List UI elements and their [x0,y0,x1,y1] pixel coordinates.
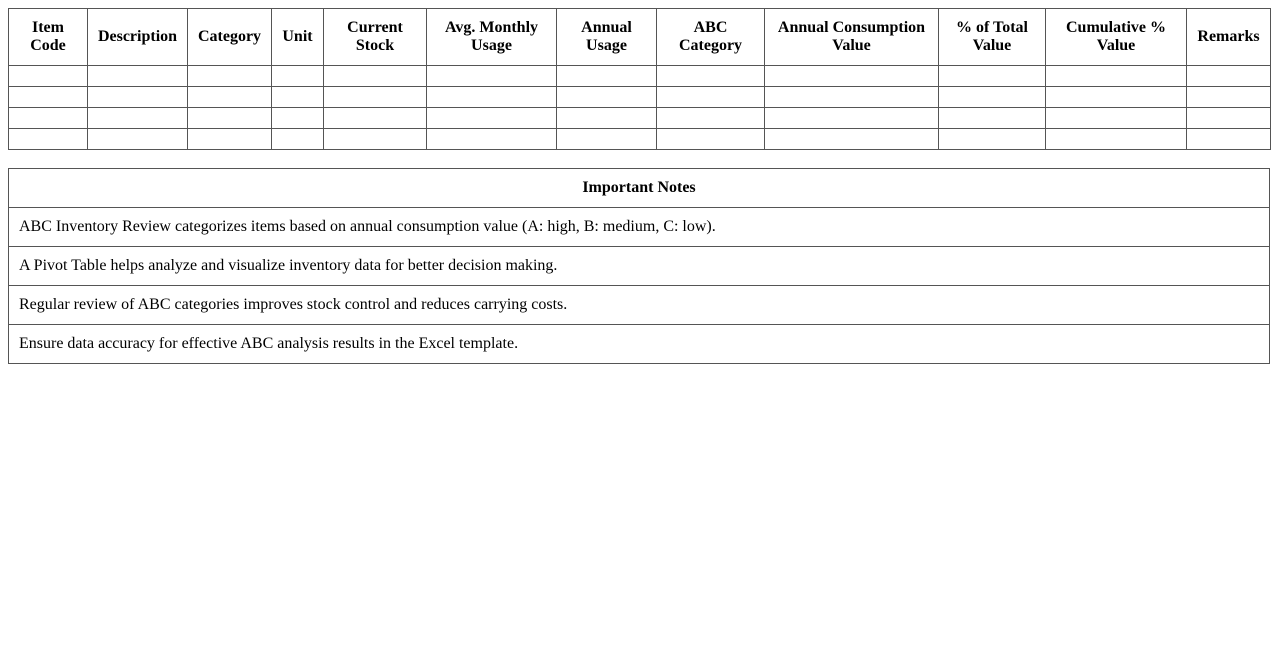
table-cell[interactable] [88,87,188,108]
note-row [9,325,1270,364]
header-description: Description [88,9,188,66]
table-cell[interactable] [272,66,324,87]
table-header-row [9,9,1271,66]
table-cell[interactable] [324,129,427,150]
header-unit: Unit [272,9,324,66]
table-cell[interactable] [188,108,272,129]
table-cell[interactable] [557,87,657,108]
table-cell[interactable] [657,87,765,108]
table-cell[interactable] [9,129,88,150]
note-text: Regular review of ABC categories improves stock control and reduces carrying costs. [9,286,1270,325]
table-cell[interactable] [272,87,324,108]
table-cell[interactable] [765,87,939,108]
table-cell[interactable] [9,66,88,87]
table-row [9,108,1271,129]
table-cell[interactable] [939,66,1046,87]
note-row [9,286,1270,325]
table-cell[interactable] [188,87,272,108]
note-row [9,208,1270,247]
table-cell[interactable] [427,66,557,87]
header-percent-total-value: % of Total Value [939,9,1046,66]
header-abc-category: ABC Category [657,9,765,66]
table-cell[interactable] [765,108,939,129]
table-cell[interactable] [1187,87,1271,108]
table-cell[interactable] [324,66,427,87]
header-category: Category [188,9,272,66]
table-cell[interactable] [427,129,557,150]
notes-header-row [9,169,1270,208]
table-cell[interactable] [1187,66,1271,87]
table-cell[interactable] [1046,87,1187,108]
table-cell[interactable] [324,87,427,108]
header-avg-monthly-usage: Avg. Monthly Usage [427,9,557,66]
note-text: Ensure data accuracy for effective ABC analysis results in the Excel template. [9,325,1270,364]
table-row [9,66,1271,87]
table-cell[interactable] [939,87,1046,108]
header-cumulative-percent-value: Cumulative % Value [1046,9,1187,66]
header-annual-consumption-value: Annual Consumption Value [765,9,939,66]
table-cell[interactable] [1187,129,1271,150]
note-text: A Pivot Table helps analyze and visualize inventory data for better decision making. [9,247,1270,286]
table-cell[interactable] [88,66,188,87]
table-cell[interactable] [427,108,557,129]
note-text: ABC Inventory Review categorizes items based on annual consumption value (A: high, B: medium, C: low). [9,208,1270,247]
page-content [8,8,1270,364]
table-row [9,87,1271,108]
table-cell[interactable] [765,66,939,87]
table-cell[interactable] [557,129,657,150]
table-cell[interactable] [9,87,88,108]
notes-title: Important Notes [9,169,1270,208]
table-cell[interactable] [9,108,88,129]
table-cell[interactable] [1046,129,1187,150]
table-cell[interactable] [188,66,272,87]
table-cell[interactable] [1046,66,1187,87]
note-row [9,247,1270,286]
table-cell[interactable] [657,66,765,87]
table-cell[interactable] [557,108,657,129]
table-cell[interactable] [427,87,557,108]
table-cell[interactable] [1046,108,1187,129]
table-cell[interactable] [765,129,939,150]
header-annual-usage: Annual Usage [557,9,657,66]
header-current-stock: Current Stock [324,9,427,66]
important-notes-table [8,168,1270,364]
inventory-table [8,8,1271,150]
table-row [9,129,1271,150]
table-cell[interactable] [657,129,765,150]
table-cell[interactable] [88,108,188,129]
table-cell[interactable] [1187,108,1271,129]
table-cell[interactable] [272,108,324,129]
header-remarks: Remarks [1187,9,1271,66]
table-cell[interactable] [939,108,1046,129]
table-cell[interactable] [324,108,427,129]
table-cell[interactable] [557,66,657,87]
header-item-code: Item Code [9,9,88,66]
table-cell[interactable] [272,129,324,150]
table-cell[interactable] [657,108,765,129]
table-cell[interactable] [88,129,188,150]
table-cell[interactable] [188,129,272,150]
table-cell[interactable] [939,129,1046,150]
